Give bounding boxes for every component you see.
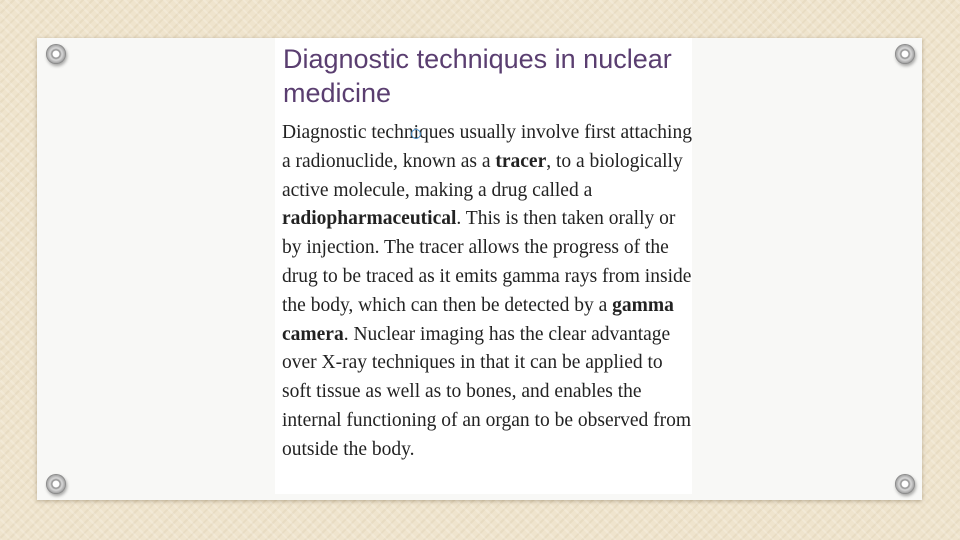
loading-cursor-icon xyxy=(411,129,421,139)
body-text-run: . This is then taken orally or by injection. The tracer allows the progress of the drug to be traced as it emits gamma rays from inside the body, which can then be detected by a xyxy=(282,208,692,316)
pushpin-icon xyxy=(895,474,915,494)
term-tracer: tracer xyxy=(495,150,547,172)
pushpin-icon xyxy=(46,44,66,64)
slide-card xyxy=(37,38,922,500)
pushpin-icon xyxy=(895,44,915,64)
term-radiopharmaceutical: radiopharmaceutical xyxy=(282,208,457,230)
body-text-run: Diagnostic techniques usually involve first attaching a radionuclide, known as a xyxy=(282,122,692,172)
slide-title: Diagnostic techniques in nuclear medicine xyxy=(283,44,672,108)
body-paragraph xyxy=(282,119,692,465)
pushpin-icon xyxy=(46,474,66,494)
body-text-run: , to a biologically active molecule, making a drug called a xyxy=(282,150,683,201)
term-gamma-camera: gamma camera xyxy=(282,294,674,345)
text-panel xyxy=(275,38,692,494)
body-text-run: . Nuclear imaging has the clear advantage over X-ray techniques in that it can be applied to soft tissue as well as to bones, and enables the internal functioning of an organ to be observed from outside the body. xyxy=(282,323,692,460)
